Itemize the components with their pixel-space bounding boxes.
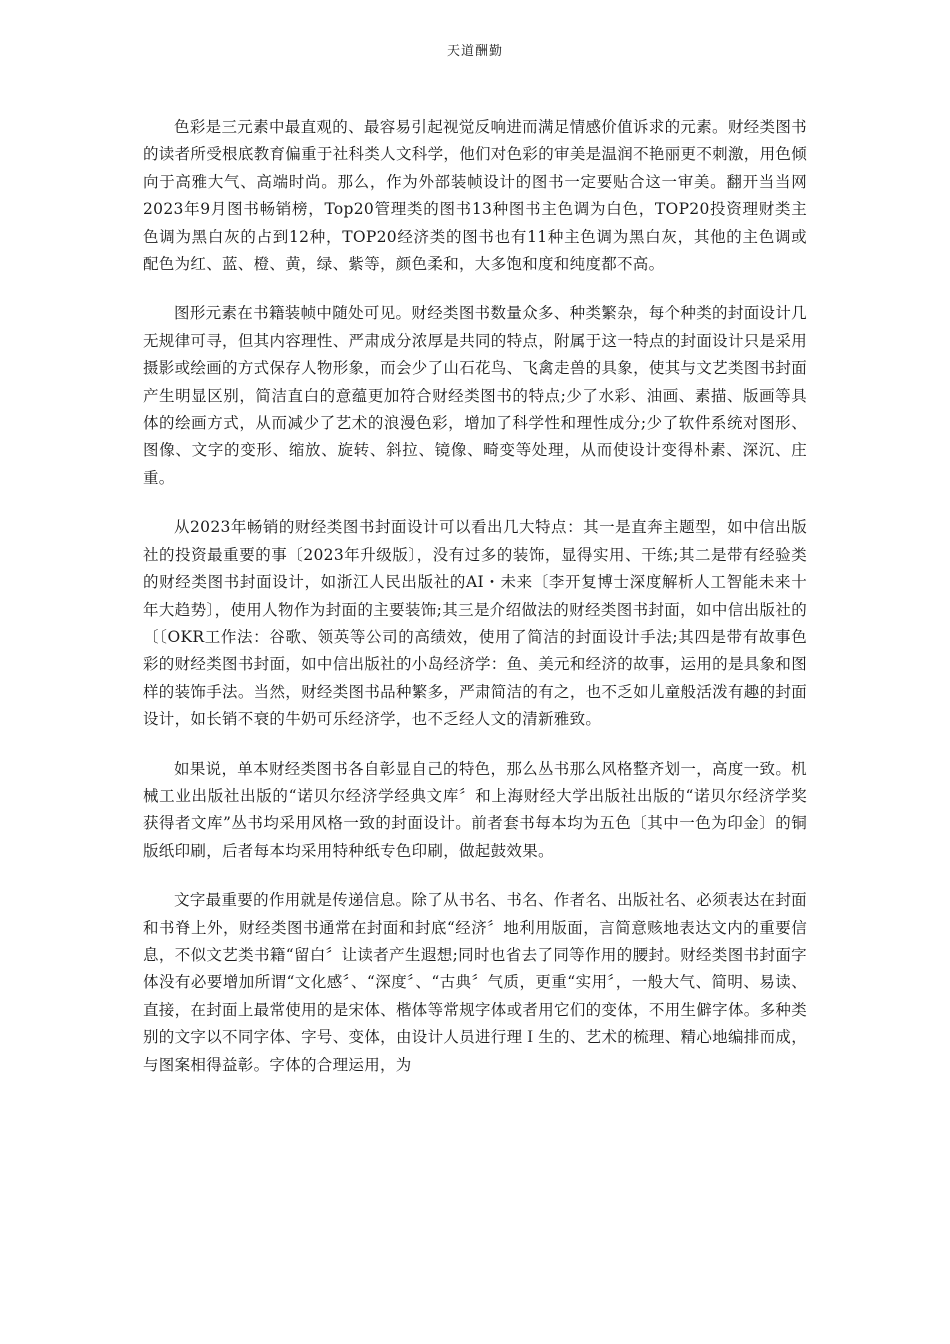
document-body [143, 114, 807, 1101]
paragraph-color: 色彩是三元素中最直观的、最容易引起视觉反响进而满足情感价值诉求的元素。财经类图书的读者所受根底教育偏重于社科类人文科学，他们对色彩的审美是温润不艳丽更不刺激，用色倾向于高雅大气、高端时尚。那么，作为外部装帧设计的图书一定要贴合这一审美。翻开当当网2023年9月图书畅销榜，Top20管理类的图书13种图书主色调为白色，TOP20投资理财类主色调为黑白灰的占到12种，TOP20经济类的图书也有11种主色调为黑白灰，其他的主色调或配色为红、蓝、橙、黄，绿、紫等，颜色柔和，大多饱和度和纯度都不高。 [143, 118, 807, 274]
page-header: 天道酬勤 [446, 44, 503, 59]
paragraph-typography: 文字最重要的作用就是传递信息。除了从书名、书名、作者名、出版社名、必须表达在封面和书脊上外，财经类图书通常在封面和封底“经济〞地利用版面，言简意赅地表达文内的重要信息，不似文艺类书籍“留白〞让读者产生遐想;同时也省去了同等作用的腰封。财经类图书封面字体没有必要增加所谓“文化感〞、“深度〞、“古典〞气质，更重“实用〞，一般大气、简明、易读、直接，在封面上最常使用的是宋体、楷体等常规字体或者用它们的变体，不用生僻字体。多种类别的文字以不同字体、字号、变体，由设计人员进行理Ｉ生的、艺术的梳理、精心地编排而成，与图案相得益彰。字体的合理运用，为 [143, 891, 807, 1074]
paragraph-2023-features: 从2023年畅销的财经类图书封面设计可以看出几大特点：其一是直奔主题型，如中信出版社的投资最重要的事〔2023年升级版〕，没有过多的装饰，显得实用、干练;其二是带有经验类的财经类图书封面设计，如浙江人民出版社的AI・未来〔李开复博士深度解析人工智能未来十年大趋势〕，使用人物作为封面的主要装饰;其三是介绍做法的财经类图书封面，如中信出版社的〔〔OKR工作法：谷歌、领英等公司的高绩效，使用了简洁的封面设计手法;其四是带有故事色彩的财经类图书封面，如中信出版社的小岛经济学：鱼、美元和经济的故事，运用的是具象和图样的装饰手法。当然，财经类图书品种繁多，严肃简洁的有之，也不乏如儿童般活泼有趣的封面设计，如长销不衰的牛奶可乐经济学，也不乏经人文的清新雅致。 [143, 518, 807, 729]
paragraph-graphics: 图形元素在书籍装帧中随处可见。财经类图书数量众多、种类繁杂，每个种类的封面设计几无规律可寻，但其内容理性、严肃成分浓厚是共同的特点，附属于这一特点的封面设计只是采用摄影或绘画的方式保存人物形象，而会少了山石花鸟、飞禽走兽的具象，使其与文艺类图书封面产生明显区别，简洁直白的意蕴更加符合财经类图书的特点;少了水彩、油画、素描、版画等具体的绘画方式，从而减少了艺术的浪漫色彩，增加了科学性和理性成分;少了软件系统对图形、图像、文字的变形、缩放、旋转、斜拉、镜像、畸变等处理，从而使设计变得朴素、深沉、庄重。 [143, 304, 807, 487]
paragraph-series: 如果说，单本财经类图书各自彰显自己的特色，那么丛书那么风格整齐划一，高度一致。机械工业出版社出版的“诺贝尔经济学经典文库〞和上海财经大学出版社出版的“诺贝尔经济学奖获得者文库”丛书均采用风格一致的封面设计。前者套书每本均为五色〔其中一色为印金〕的铜版纸印刷，后者每本均采用特种纸专色印刷，做起鼓效果。 [143, 759, 807, 860]
